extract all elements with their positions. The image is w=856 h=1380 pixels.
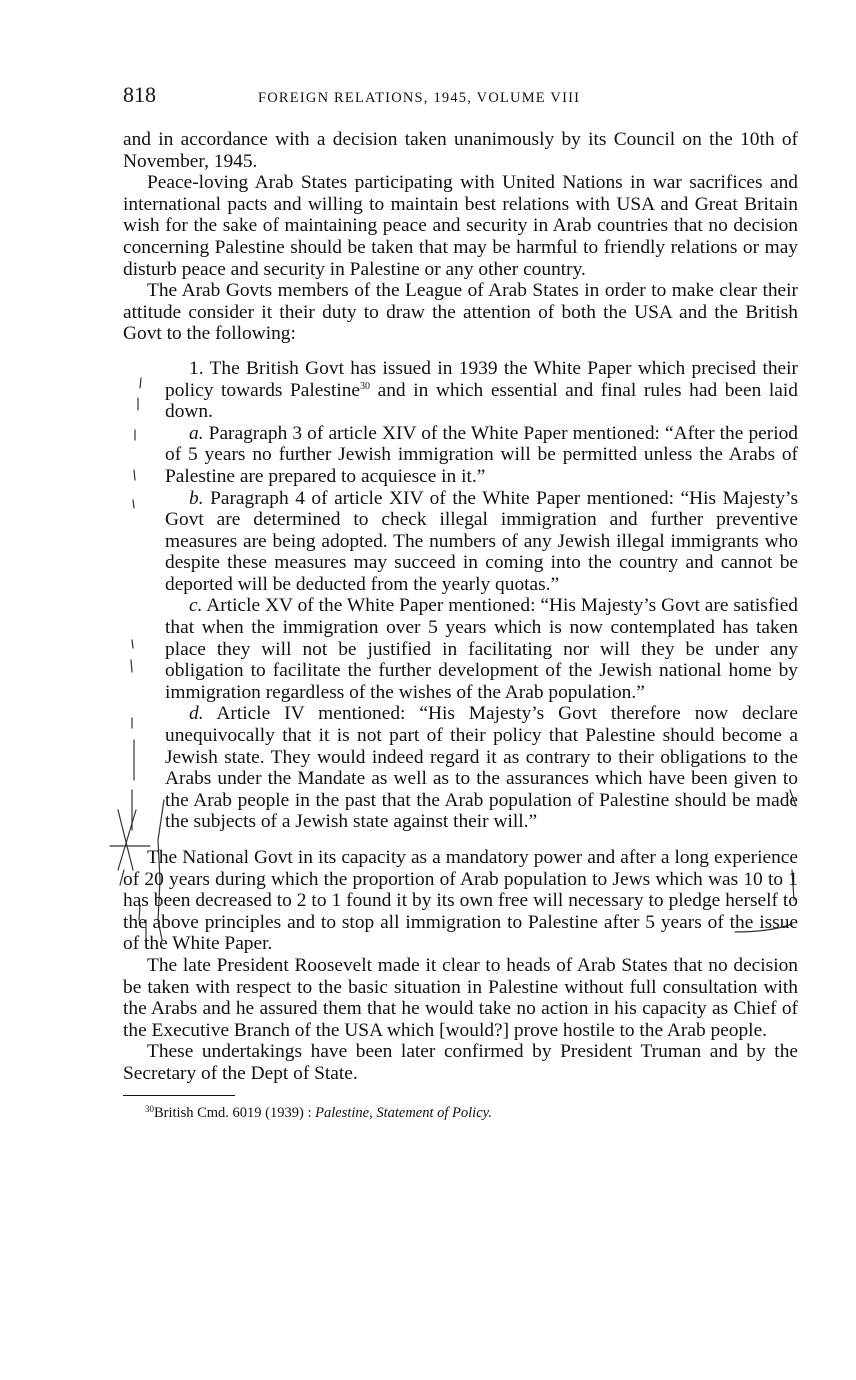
closing-paragraphs bbox=[123, 847, 798, 1085]
footnote bbox=[145, 1104, 798, 1122]
page-number: 818 bbox=[123, 82, 156, 107]
footnote-reference: 30 bbox=[360, 380, 371, 392]
paragraph-truman: These undertakings have been later confirmed by President Truman and by the Secretary of the Dept of State. bbox=[123, 1041, 798, 1084]
footnote-title: Palestine, Statement of Policy. bbox=[315, 1104, 492, 1121]
quoted-block bbox=[165, 358, 798, 833]
item-letter-d: d. bbox=[189, 703, 204, 725]
quote-item-1 bbox=[165, 358, 798, 423]
footnote-divider bbox=[123, 1095, 235, 1096]
quote-item-1-text: 1. The British Govt has issued in 1939 the White Paper which precised their policy towards Palestine bbox=[165, 357, 798, 401]
quote-item-c-text: Article XV of the White Paper mentioned: “His Majesty’s Govt are satisfied that when the immigration over 5 years which is now contemplated has taken place they will not be justified in facilitating nor will they be under any obligation to facilitate the further development of the Jewish national home by immigration regardless of the wishes of the Arab population.” bbox=[165, 595, 798, 703]
quote-item-a-text: Paragraph 3 of article XIV of the White Paper mentioned: “After the period of 5 years no further Jewish immigration will be permitted unless the Arabs of Palestine are prepared to acquiesce in it.” bbox=[165, 422, 798, 487]
paragraph-arab-govts: The Arab Govts members of the League of Arab States in order to make clear their attitude consider it their duty to draw the attention of both the USA and the British Govt to the following: bbox=[123, 280, 798, 345]
paragraph-continued: and in accordance with a decision taken unanimously by its Council on the 10th of November, 1945. bbox=[123, 129, 798, 172]
body-text bbox=[123, 129, 798, 1122]
running-title: FOREIGN RELATIONS, 1945, VOLUME VIII bbox=[258, 90, 581, 106]
quote-item-d bbox=[165, 703, 798, 833]
footnote-mark: 30 bbox=[145, 1103, 154, 1114]
paragraph-roosevelt: The late President Roosevelt made it clear to heads of Arab States that no decision be taken with respect to the basic situation in Palestine without full consultation with the Arabs and he assured them that he would take no action in his capacity as Chief of the Executive Branch of the USA which [would?] prove hostile to the Arab people. bbox=[123, 954, 798, 1041]
quote-item-b bbox=[165, 488, 798, 596]
quote-item-b-text: Paragraph 4 of article XIV of the White Paper mentioned: “His Majesty’s Govt are determined to check illegal immigration and further preventive measures are being adopted. The numbers of any Jewish illegal immigrants who despite these measures may succeed in coming into the country and cannot be deported will be deducted from the yearly quotas.” bbox=[165, 487, 798, 595]
quote-item-a bbox=[165, 423, 798, 488]
item-letter-c: c. bbox=[189, 595, 203, 617]
paragraph-national-govt: The National Govt in its capacity as a mandatory power and after a long experience of 20 years during which the proportion of Arab population to Jews which was 10 to 1 has been decreased to 2 to 1 found it by its own free will necessary to pledge herself to the above principles and to stop all immigration to Palestine after 5 years of the issue of the White Paper. bbox=[123, 847, 798, 955]
quote-item-d-text: Article IV mentioned: “His Majesty’s Govt therefore now declare unequivocally that it is not part of their policy that Palestine should become a Jewish state. They would indeed regard it as contrary to their obligations to the Arabs under the Mandate as well as to the assurances which have been given to the Arab people in the past that the Arab population of Palestine should be made the subjects of a Jewish state against their will.” bbox=[165, 703, 798, 833]
item-letter-b: b. bbox=[189, 487, 204, 509]
running-head bbox=[123, 82, 798, 112]
quote-item-1-rest: and in which essential and final rules had been laid down. bbox=[165, 379, 798, 423]
item-letter-a: a. bbox=[189, 422, 204, 444]
footnote-source: British Cmd. 6019 (1939) : bbox=[154, 1104, 316, 1121]
paragraph-peace-loving: Peace-loving Arab States participating with United Nations in war sacrifices and international pacts and willing to maintain best relations with USA and Great Britain wish for the sake of maintaining peace and security in Arab countries that no decision concerning Palestine should be taken that may be harmful to friendly relations or may disturb peace and security in Palestine or any other country. bbox=[123, 172, 798, 280]
document-page bbox=[123, 82, 798, 1122]
quote-item-c bbox=[165, 595, 798, 703]
